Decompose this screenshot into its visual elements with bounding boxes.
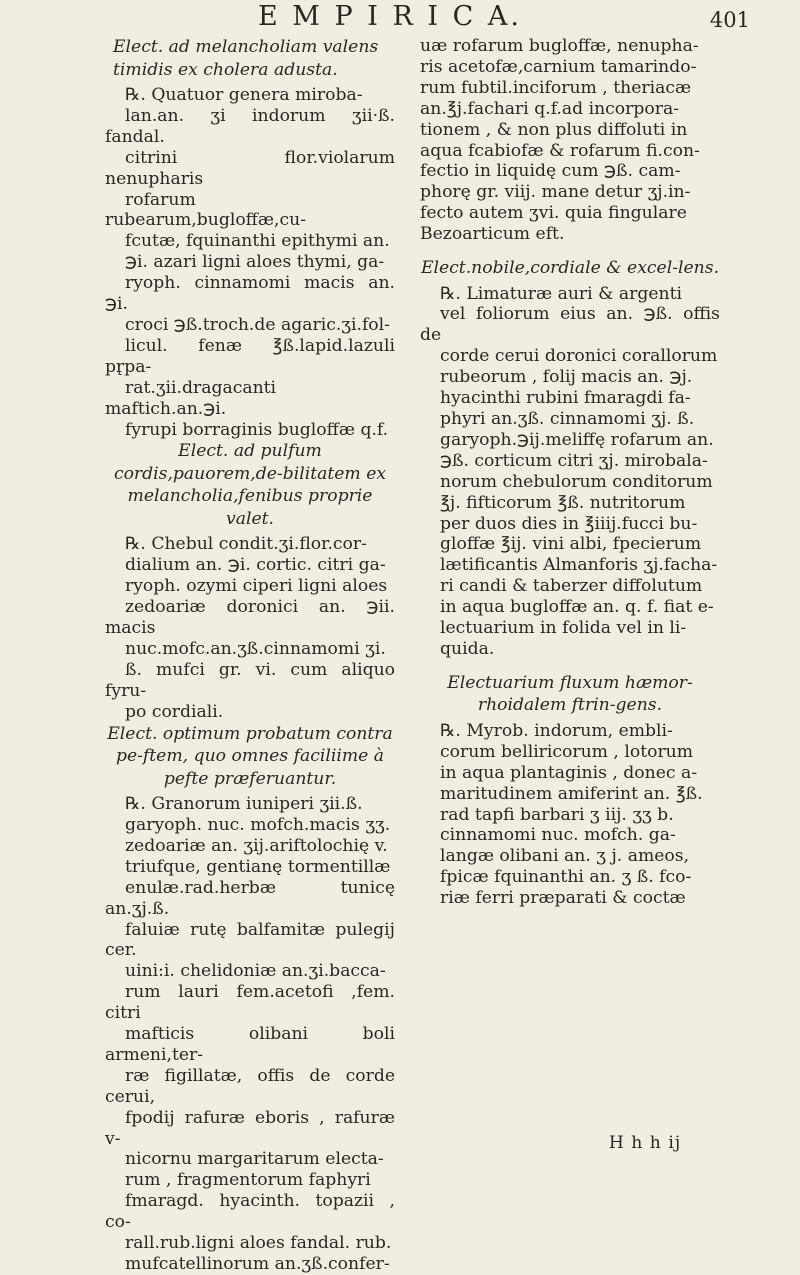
text-line: ℞. Chebul condit.ʒi.flor.cor- xyxy=(125,534,367,555)
text-line: hyacinthi rubini fmaragdi fa- xyxy=(440,388,691,409)
text-line: ß. mufci gr. vi. cum aliquo fyru- xyxy=(105,659,395,701)
text-line: phyri an.ʒß. cinnamomi ʒj. ß. xyxy=(440,409,695,429)
text-line: ryoph. cinnamomi macis an. ℈i. xyxy=(105,273,395,315)
text-line: ris acetofæ,carnium tamarindo- xyxy=(420,56,697,77)
text-line: ℞. Quatuor genera miroba- xyxy=(125,85,363,105)
text-line: fpicæ fquinanthi an. ʒ ß. fco- xyxy=(440,867,692,888)
text-line: rum , fragmentorum faphyri xyxy=(125,1170,371,1191)
text-line: corde cerui doronici corallorum xyxy=(440,346,718,367)
text-line: ℥j. fifticorum ℥ß. nutritorum xyxy=(440,492,686,513)
text-line: faluiæ rutę balfamitæ pulegij cer. xyxy=(105,919,395,961)
text-line: tionem , & non plus diffoluti in xyxy=(420,119,688,140)
text-line: garyoph.℈ij.meliffę rofarum an. xyxy=(440,429,714,450)
text-line: rad tapfi barbari ʒ iij. ʒʒ b. xyxy=(440,804,674,825)
text-line: rubeorum , folij macis an. ℈j. xyxy=(440,367,693,388)
text-line: rofarum rubearum,bugloffæ,cu- xyxy=(105,189,307,231)
text-line: fcutæ, fquinanthi epithymi an. xyxy=(125,231,390,252)
text-line: corum belliricorum , lotorum xyxy=(440,741,694,762)
text-line: per duos dies in ℥iiij.fucci bu- xyxy=(440,513,698,534)
text-line: mafticis olibani boli armeni,ter- xyxy=(105,1024,395,1065)
text-line: vel foliorum eius an. ℈ß. offis de xyxy=(420,304,720,346)
recipe-heading: Electuarium fluxum hæmor-rhoidalem ftrin-gens. xyxy=(447,672,693,716)
text-line: ℞. Myrob. indorum, embli- xyxy=(440,720,673,741)
text-line: rall.rub.ligni aloes fandal. rub. xyxy=(125,1233,392,1254)
recipe-text xyxy=(420,284,720,660)
text-line: riæ ferri præparati & coctæ xyxy=(440,888,686,909)
text-line: ℞. Limaturæ auri & argenti xyxy=(440,283,682,304)
text-line: enulæ.rad.herbæ tunicę an.ʒj.ß. xyxy=(105,877,395,919)
text-line: nicornu margaritarum electa- xyxy=(125,1149,384,1170)
text-line: lan.an. ʒi indorum ʒii·ß. fandal. xyxy=(105,105,395,147)
text-line: ℈ß. corticum citri ʒj. mirobala- xyxy=(440,450,708,471)
text-line: ℞. Granorum iuniperi ʒii.ß. xyxy=(125,794,363,815)
left-column xyxy=(105,36,395,1275)
text-line: po cordiali. xyxy=(125,701,224,722)
text-line: mufcatellinorum an.ʒß.confer- xyxy=(125,1254,390,1274)
text-line: norum chebulorum conditorum xyxy=(440,471,713,492)
text-line: zedoariæ an. ʒij.ariftolochię v. xyxy=(125,835,388,856)
text-line: rum lauri fem.acetofi ,fem. citri xyxy=(105,982,395,1024)
text-line: croci ℈ß.troch.de agaric.ʒi.fol- xyxy=(125,314,390,335)
page-number: 401 xyxy=(709,8,750,32)
recipe-heading: Elect. ad melancholiam valens timidis ex cholera adusta. xyxy=(113,37,379,80)
text-line: dialium an. ℈i. cortic. citri ga- xyxy=(125,555,386,576)
text-line: lætificantis Almanforis ʒj.facha- xyxy=(440,555,718,576)
text-line: nuc.mofc.an.ʒß.cinnamomi ʒi. xyxy=(125,638,386,659)
text-line: in aqua plantaginis , donec a- xyxy=(440,762,698,783)
recipe-text xyxy=(420,721,720,909)
right-column xyxy=(420,36,720,909)
text-line: fecto autem ʒvi. quia fingulare xyxy=(420,203,687,224)
text-line: in aqua bugloffæ an. q. f. fiat e- xyxy=(440,597,714,618)
recipe-text xyxy=(105,85,395,440)
text-line: an.℥j.fachari q.f.ad incorpora- xyxy=(420,98,679,119)
text-line: lectuarium in folida vel in li- xyxy=(440,618,687,639)
text-line: phorę gr. viij. mane detur ʒj.in- xyxy=(420,182,691,203)
text-line: citrini flor.violarum nenupharis xyxy=(105,147,395,189)
text-line: ryoph. ozymi ciperi ligni aloes xyxy=(125,576,388,597)
recipe-heading: Elect. optimum probatum contra pe-ftem, quo omnes faciliime à pefte præferuantur. xyxy=(107,723,393,789)
text-line: ræ figillatæ, offis de corde cerui, xyxy=(105,1065,395,1107)
text-line: uini:i. chelidoniæ an.ʒi.bacca- xyxy=(125,961,386,982)
text-line: quida. xyxy=(440,638,495,659)
text-line: maritudinem amiferint an. ℥ß. xyxy=(440,783,703,804)
text-line: langæ olibani an. ʒ j. ameos, xyxy=(440,846,690,867)
text-line: triufque, gentianę tormentillæ xyxy=(125,856,391,877)
text-line: ℈i. azari ligni aloes thymi, ga- xyxy=(125,252,385,273)
running-title: E M P I R I C A. xyxy=(258,1,522,32)
text-line: garyoph. nuc. mofch.macis ʒʒ. xyxy=(125,814,391,835)
text-line: fpodij rafuræ eboris , rafuræ v- xyxy=(105,1107,395,1149)
text-line: Bezoarticum eft. xyxy=(420,224,565,245)
text-line: cinnamomi nuc. mofch. ga- xyxy=(440,825,676,846)
recipe-heading: Elect. ad pulfum cordis,pauorem,de-bilitatem ex melancholia,fenibus proprie valet. xyxy=(113,441,387,529)
recipe-text xyxy=(420,36,720,245)
recipe-text xyxy=(105,534,395,722)
text-line: fmaragd. hyacinth. topazii , co- xyxy=(105,1191,395,1233)
text-line: uæ rofarum bugloffæ, nenupha- xyxy=(420,36,699,56)
text-line: gloffæ ℥ij. vini albi, fpecierum xyxy=(440,534,702,555)
text-line: rum fubtil.inciforum , theriacæ xyxy=(420,77,692,98)
text-line: fectio in liquidę cum ℈ß. cam- xyxy=(420,161,681,182)
text-line: licul. fenæ ℥ß.lapid.lazuli pr̨pa- xyxy=(105,335,395,377)
text-line: fyrupi borraginis bugloffæ q.f. xyxy=(125,419,389,440)
text-line: ri candi & taberzer diffolutum xyxy=(440,576,703,597)
text-line: zedoariæ doronici an. ℈ii. macis xyxy=(105,597,395,639)
text-line: rat.ʒii.dragacanti maftich.an.℈i. xyxy=(105,377,277,419)
signature-mark: H h h ij xyxy=(608,1133,682,1153)
text-line: aqua fcabiofæ & rofarum fi.con- xyxy=(420,140,700,161)
recipe-text xyxy=(105,794,395,1275)
recipe-heading: Elect.nobile,cordiale & excel-lens. xyxy=(420,258,720,279)
